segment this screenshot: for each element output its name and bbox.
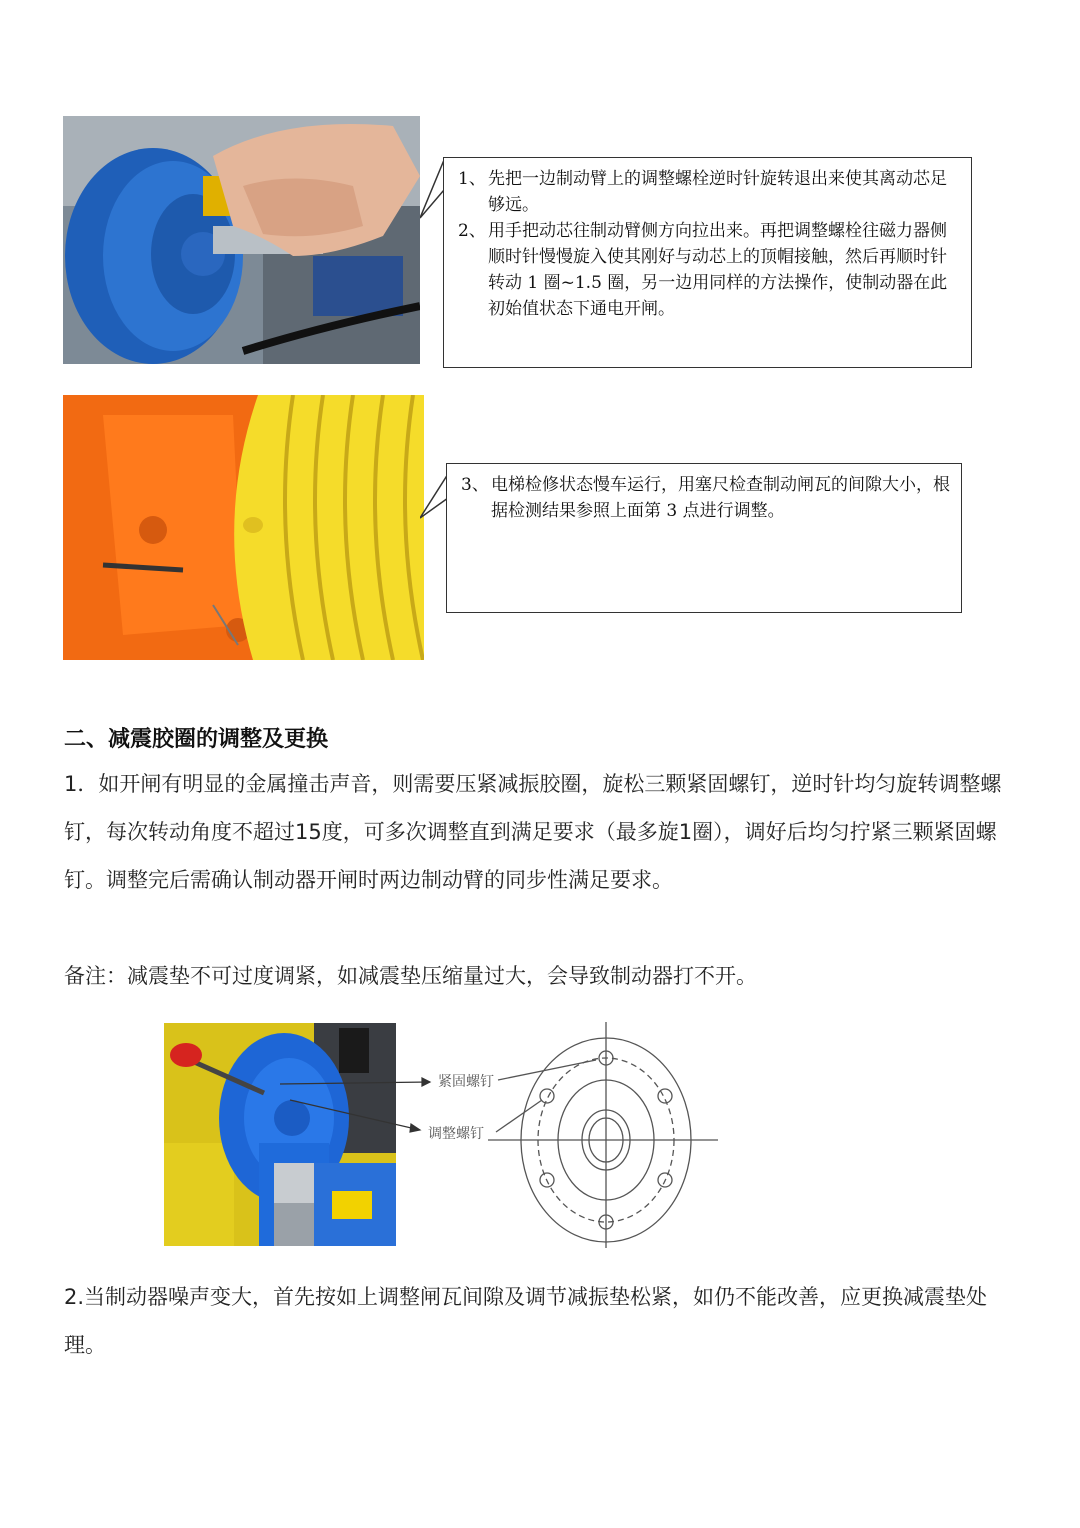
label-adjusting-screw: 调整螺钉 [428, 1126, 484, 1142]
diagram-screw-hole [540, 1089, 554, 1103]
damper-screw-diagram [398, 1020, 728, 1250]
photo-label-arrows [280, 1070, 440, 1140]
note-text: 备注：减震垫不可过度调紧，如减震垫压缩量过大，会导致制动器打不开。 [64, 964, 757, 988]
photo-brake-shoe-gap [63, 395, 424, 660]
item-number: 2、 [458, 221, 486, 241]
item-text: 先把一边制动臂上的调整螺栓逆时针旋转退出来使其离动芯足够远。 [488, 169, 947, 215]
paragraph-replace-damper: 2.当制动器噪声变大，首先按如上调整闸瓦间隙及调节减振垫松紧，如仍不能改善，应更换减震垫处理。 [64, 1285, 988, 1357]
photo-brake-adjustment-hand [63, 116, 420, 364]
item-text: 电梯检修状态慢车运行，用塞尺检查制动闸瓦的间隙大小，根据检测结果参照上面第 3 点进行调整。 [491, 475, 950, 521]
item-number: 3、 [461, 475, 489, 495]
callout-item-2 [444, 218, 961, 322]
section-heading: 二、减震胶圈的调整及更换 [64, 727, 329, 752]
item-number: 1、 [458, 169, 486, 189]
callout-item-3 [447, 472, 951, 524]
label-fastening-screw: 紧固螺钉 [438, 1074, 494, 1090]
item-text: 用手把动芯往制动臂侧方向拉出来。再把调整螺栓往磁力器侧顺时针慢慢旋入使其刚好与动芯上的顶帽接触，然后再顺时针转动 1 圈~1.5 圈，另一边用同样的方法操作，使制动器在此初始值状态下通电开闸。 [488, 221, 948, 319]
callout-item-1 [444, 166, 961, 218]
diagram-screw-hole [658, 1089, 672, 1103]
callout-box-1 [443, 157, 972, 368]
diagram-leader-fastening [498, 1060, 596, 1080]
paragraph-damping-ring-adjustment: 1．如开闸有明显的金属撞击声音，则需要压紧减振胶圈，旋松三颗紧固螺钉，逆时针均匀旋转调整螺钉，每次转动角度不超过15度，可多次调整直到满足要求（最多旋1圈），调好后均匀拧紧三颗紧固螺钉。调整完后需确认制动器开闸时两边制动臂的同步性满足要求。 [64, 772, 1002, 892]
callout-box-2 [446, 463, 962, 613]
diagram-leader-adjusting [496, 1100, 542, 1132]
